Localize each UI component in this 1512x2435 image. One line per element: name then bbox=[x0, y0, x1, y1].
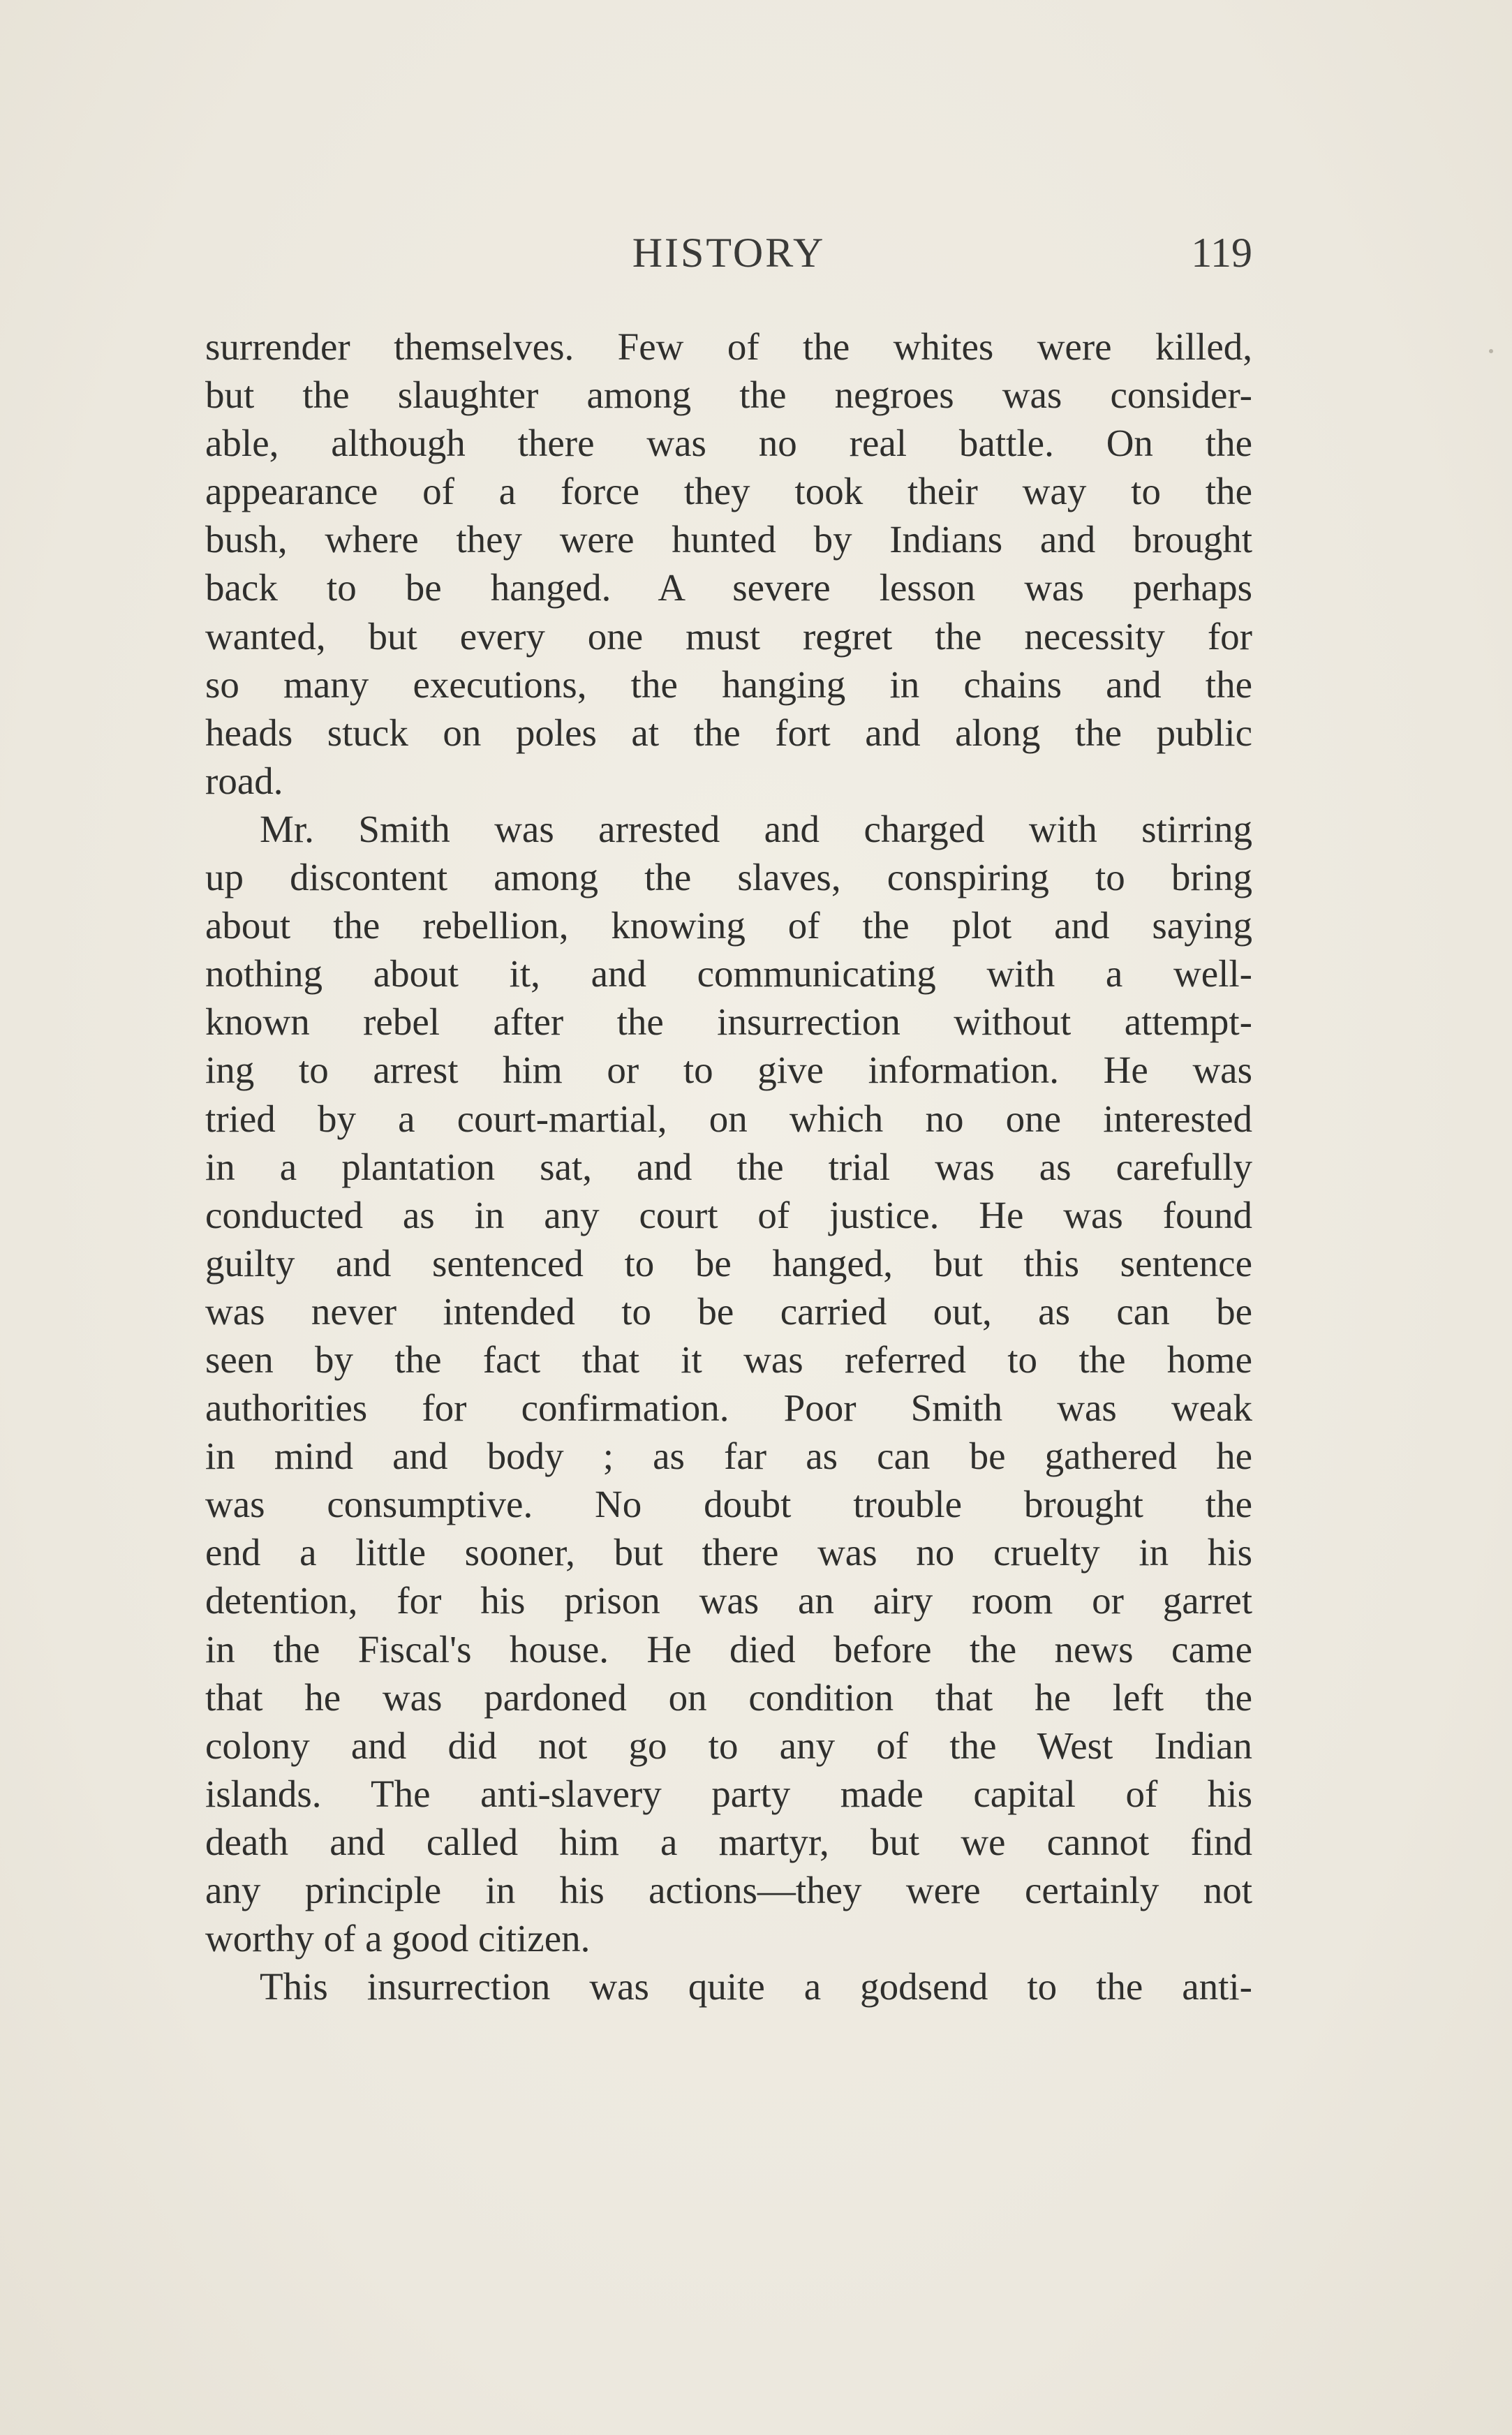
page-number: 119 bbox=[1191, 230, 1252, 276]
text-line: surrender themselves. Few of the whites were killed, bbox=[205, 325, 1252, 368]
text-line: detention, for his prison was an airy room or garret bbox=[205, 1579, 1252, 1622]
text-line: known rebel after the insurrection without attempt- bbox=[205, 1000, 1252, 1044]
text-line: able, although there was no real battle. On the bbox=[205, 422, 1252, 465]
text-line: authorities for confirmation. Poor Smith was weak bbox=[205, 1386, 1252, 1430]
text-line: guilty and sentenced to be hanged, but this sentence bbox=[205, 1241, 1252, 1285]
text-line: in the Fiscal's house. He died before the news came bbox=[205, 1627, 1252, 1671]
text-line: any principle in his actions—they were certainly not bbox=[205, 1869, 1252, 1911]
text-line: tried by a court-martial, on which no one interested bbox=[205, 1097, 1252, 1140]
text-line: in mind and body ; as far as can be gathered he bbox=[205, 1435, 1252, 1478]
text-line: bush, where they were hunted by Indians and brought bbox=[205, 518, 1252, 561]
text-line: death and called him a martyr, but we cannot find bbox=[205, 1820, 1252, 1863]
text-line: wanted, but every one must regret the necessity for bbox=[205, 614, 1252, 658]
text-line: appearance of a force they took their way to the bbox=[205, 470, 1252, 513]
paper-speck bbox=[1489, 349, 1493, 353]
text-line: colony and did not go to any of the West Indian bbox=[205, 1724, 1252, 1767]
text-line: Mr. Smith was arrested and charged with stirring bbox=[260, 807, 1252, 850]
text-line: islands. The anti-slavery party made capital of his bbox=[205, 1772, 1252, 1815]
text-line: was never intended to be carried out, as can be bbox=[205, 1289, 1252, 1333]
body-text bbox=[205, 323, 1252, 2011]
text-line: was consumptive. No doubt trouble brought the bbox=[205, 1483, 1252, 1526]
text-line: ing to arrest him or to give information. He was bbox=[205, 1049, 1252, 1092]
text-line: so many executions, the hanging in chains and the bbox=[205, 663, 1252, 706]
text-line: but the slaughter among the negroes was consider- bbox=[205, 373, 1252, 417]
text-line: seen by the fact that it was referred to the home bbox=[205, 1338, 1252, 1381]
text-line: in a plantation sat, and the trial was as carefully bbox=[205, 1145, 1252, 1188]
text-line: conducted as in any court of justice. He was found bbox=[205, 1193, 1252, 1236]
text-line: that he was pardoned on condition that he left the bbox=[205, 1675, 1252, 1719]
text-line: road. bbox=[205, 759, 283, 802]
text-line: nothing about it, and communicating with a well- bbox=[205, 952, 1252, 996]
text-line: heads stuck on poles at the fort and along the public bbox=[205, 711, 1252, 754]
text-line: worthy of a good citizen. bbox=[205, 1917, 591, 1960]
text-line: about the rebellion, knowing of the plot and saying bbox=[205, 904, 1252, 947]
text-line: back to be hanged. A severe lesson was perhaps bbox=[205, 566, 1252, 609]
text-line: This insurrection was quite a godsend to the anti- bbox=[260, 1965, 1252, 2008]
text-line: up discontent among the slaves, conspiring to bring bbox=[205, 856, 1252, 899]
running-title: HISTORY bbox=[632, 230, 826, 276]
page-header bbox=[205, 222, 1252, 285]
text-line: end a little sooner, but there was no cruelty in his bbox=[205, 1531, 1252, 1574]
